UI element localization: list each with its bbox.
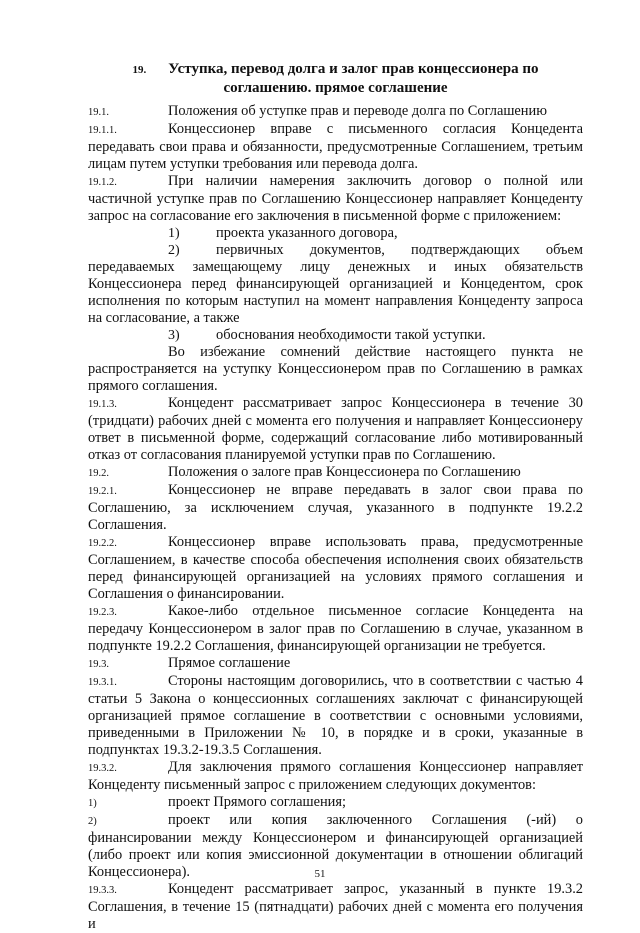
paragraph-text: При наличии намерения заключить договор о полной или частичной уступке прав по Соглашению Концессионер направляет Концеденту запрос на согласование его заключения в письменной форме с приложением: — [88, 173, 583, 224]
paragraph-number: 19.1. — [88, 107, 109, 118]
paragraph-note — [88, 344, 583, 395]
section-title-line-1: Уступка, перевод долга и залог прав концессионера по — [168, 61, 539, 77]
paragraph-number: 19.1.2. — [88, 177, 117, 188]
list-number: 3) — [168, 328, 180, 343]
paragraph-text: Для заключения прямого соглашения Концессионер направляет Концеденту письменный запрос с приложением следующих документов: — [88, 759, 583, 793]
paragraph-19-3-2 — [88, 759, 583, 794]
paragraph-19-1-3 — [88, 395, 583, 464]
paragraph-19-3 — [88, 655, 583, 673]
list-item — [88, 225, 583, 242]
paragraph-text: Какое-либо отдельное письменное согласие Концедента на передачу Концессионером в залог прав по Соглашению в случае, указанном в подпункте 19.2.2 Соглашения, финансирующей организации не требуется. — [88, 603, 583, 654]
paragraph-19-2-1 — [88, 482, 583, 534]
list-text: проект или копия заключенного Соглашения (-ий) о финансировании между Концессионером и финансирующей организацией (либо проект или копия эмиссионной документации в отношении облигаций Концессионера). — [88, 812, 583, 880]
list-text: проект Прямого соглашения; — [168, 794, 346, 810]
list-text: проекта указанного договора, — [216, 225, 398, 241]
section-number: 19. — [132, 64, 147, 76]
list-text: первичных документов, подтверждающих объем передаваемых замещающему лицу денежных и иных обязательств Концессионера перед финансирующей организацией и Концедентом, срок исполнения по которым наступил на момент направления Концеденту запроса на согласование, а также — [88, 242, 583, 326]
list-number: 2) — [88, 816, 97, 827]
paragraph-number: 19.1.3. — [88, 399, 117, 410]
list-number: 1) — [88, 798, 97, 809]
paragraph-number: 19.2. — [88, 468, 109, 479]
paragraph-text: Положения о залоге прав Концессионера по Соглашению — [168, 464, 521, 480]
paragraph-text: Концедент рассматривает запрос, указанный в пункте 19.3.2 Соглашения, в течение 15 (пятнадцати) рабочих дней с момента его получения и — [88, 881, 583, 932]
section-heading-line-1 — [88, 60, 583, 79]
paragraph-text: Концессионер вправе с письменного согласия Концедента передавать свои права и обязанности, предусмотренные Соглашением, третьим лицам путем уступки требования или перевода долга. — [88, 121, 583, 172]
paragraph-19-1 — [88, 103, 583, 121]
paragraph-number: 19.3. — [88, 659, 109, 670]
paragraph-19-2-3 — [88, 603, 583, 655]
paragraph-number: 19.3.1. — [88, 677, 117, 688]
paragraph-number: 19.3.2. — [88, 763, 117, 774]
paragraph-text: Прямое соглашение — [168, 655, 291, 671]
section-heading — [88, 60, 583, 97]
list-text: обоснования необходимости такой уступки. — [216, 327, 486, 343]
paragraph-text: Стороны настоящим договорились, что в соответствии с частью 4 статьи 5 Закона о концессионных соглашениях заключат с финансирующей организацией прямое соглашение в соответствии с основными условиями, приведенными в Приложении № 10, в порядке и в сроки, указанные в подпунктах 19.3.2-19.3.5 Соглашения. — [88, 673, 583, 758]
paragraph-19-3-1 — [88, 673, 583, 759]
paragraph-number: 19.3.3. — [88, 885, 117, 896]
paragraph-number: 19.1.1. — [88, 125, 117, 136]
list-number: 1) — [168, 226, 180, 241]
section-title-line-2: соглашению. прямое соглашение — [223, 80, 448, 96]
paragraph-19-3-3 — [88, 881, 583, 933]
paragraph-number: 19.2.2. — [88, 538, 117, 549]
paragraph-text: Концессионер не вправе передавать в залог свои права по Соглашению, за исключением случая, указанного в подпункте 19.2.2 Соглашения. — [88, 482, 583, 533]
list-item — [88, 794, 583, 812]
paragraph-19-1-2 — [88, 173, 583, 225]
paragraph-number: 19.2.3. — [88, 607, 117, 618]
paragraph-text: Во избежание сомнений действие настоящего пункта не распространяется на уступку Концессионером прав по Соглашению в рамках прямого соглашения. — [88, 344, 583, 394]
paragraph-19-2 — [88, 464, 583, 482]
paragraph-number: 19.2.1. — [88, 486, 117, 497]
list-item — [88, 242, 583, 327]
list-number: 2) — [168, 243, 180, 258]
paragraph-text: Концессионер вправе использовать права, предусмотренные Соглашением, в качестве способа обеспечения исполнения своих обязательств перед финансирующей организацией на условиях прямого соглашения и Соглашения о финансировании. — [88, 534, 583, 602]
page-number: 51 — [314, 868, 326, 880]
paragraph-19-1-1 — [88, 121, 583, 173]
paragraph-text: Положения об уступке прав и переводе долга по Соглашению — [168, 103, 547, 119]
document-content — [88, 60, 583, 933]
paragraph-text: Концедент рассматривает запрос Концессионера в течение 30 (тридцати) рабочих дней с момента его получения и направляет Концессионеру ответ в письменной форме, содержащий согласование либо мотивированный отказ от согласования планируемой уступки прав по Соглашению. — [88, 395, 583, 463]
list-item — [88, 327, 583, 344]
paragraph-19-2-2 — [88, 534, 583, 603]
